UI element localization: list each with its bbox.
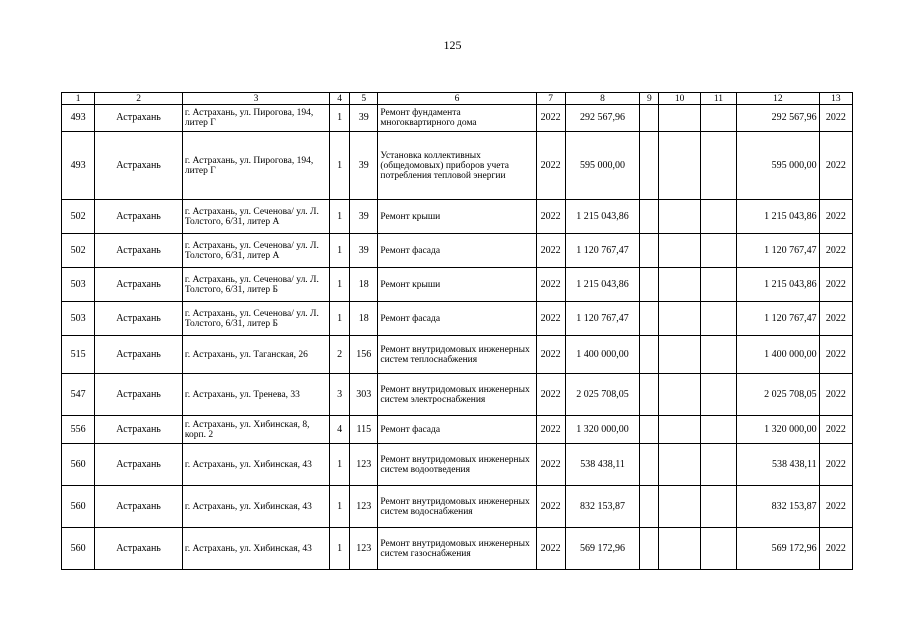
cell-addr: г. Астрахань, ул. Тренева, 33 bbox=[182, 374, 329, 416]
cell-work: Ремонт фасада bbox=[378, 416, 536, 444]
cell-n: 556 bbox=[62, 416, 95, 444]
page-number: 125 bbox=[443, 38, 462, 52]
cell-n: 547 bbox=[62, 374, 95, 416]
cell-total: 1 400 000,00 bbox=[737, 336, 820, 374]
cell-total: 1 120 767,47 bbox=[737, 234, 820, 268]
cell-c4: 1 bbox=[330, 444, 350, 486]
cell-n: 493 bbox=[62, 132, 95, 200]
cell-sum: 569 172,96 bbox=[565, 528, 640, 570]
cell-n: 560 bbox=[62, 528, 95, 570]
cell-year: 2022 bbox=[536, 268, 565, 302]
cell-total: 595 000,00 bbox=[737, 132, 820, 200]
cell-c10 bbox=[659, 200, 700, 234]
cell-c9 bbox=[640, 444, 659, 486]
cell-total: 569 172,96 bbox=[737, 528, 820, 570]
cell-work: Ремонт внутридомовых инженерных систем газоснабжения bbox=[378, 528, 536, 570]
cell-sum: 595 000,00 bbox=[565, 132, 640, 200]
cell-year: 2022 bbox=[536, 132, 565, 200]
column-header: 13 bbox=[819, 93, 852, 105]
cell-c9 bbox=[640, 374, 659, 416]
table-row bbox=[62, 105, 853, 132]
cell-c11 bbox=[700, 132, 736, 200]
table-row bbox=[62, 234, 853, 268]
cell-c5: 156 bbox=[350, 336, 378, 374]
cell-sum: 1 320 000,00 bbox=[565, 416, 640, 444]
cell-c11 bbox=[700, 105, 736, 132]
cell-c4: 1 bbox=[330, 234, 350, 268]
cell-c9 bbox=[640, 416, 659, 444]
column-header: 10 bbox=[659, 93, 700, 105]
cell-work: Ремонт внутридомовых инженерных систем водоснабжения bbox=[378, 486, 536, 528]
cell-n: 503 bbox=[62, 302, 95, 336]
column-header: 7 bbox=[536, 93, 565, 105]
cell-year: 2022 bbox=[536, 486, 565, 528]
cell-year2: 2022 bbox=[819, 132, 852, 200]
cell-c4: 1 bbox=[330, 302, 350, 336]
cell-addr: г. Астрахань, ул. Пирогова, 194, литер Г bbox=[182, 132, 329, 200]
table-row bbox=[62, 336, 853, 374]
cell-c11 bbox=[700, 234, 736, 268]
cell-total: 1 320 000,00 bbox=[737, 416, 820, 444]
cell-c5: 303 bbox=[350, 374, 378, 416]
cell-year2: 2022 bbox=[819, 374, 852, 416]
cell-year: 2022 bbox=[536, 302, 565, 336]
cell-n: 560 bbox=[62, 486, 95, 528]
cell-work: Ремонт крыши bbox=[378, 268, 536, 302]
cell-sum: 538 438,11 bbox=[565, 444, 640, 486]
column-header: 12 bbox=[737, 93, 820, 105]
cell-c11 bbox=[700, 336, 736, 374]
works-table bbox=[61, 92, 853, 570]
cell-city: Астрахань bbox=[95, 302, 183, 336]
cell-work: Ремонт фасада bbox=[378, 234, 536, 268]
cell-c10 bbox=[659, 132, 700, 200]
cell-total: 292 567,96 bbox=[737, 105, 820, 132]
cell-c10 bbox=[659, 302, 700, 336]
table-row bbox=[62, 268, 853, 302]
cell-c9 bbox=[640, 302, 659, 336]
cell-c4: 1 bbox=[330, 132, 350, 200]
cell-c11 bbox=[700, 268, 736, 302]
cell-year2: 2022 bbox=[819, 105, 852, 132]
cell-c11 bbox=[700, 302, 736, 336]
column-header: 3 bbox=[182, 93, 329, 105]
cell-work: Ремонт фасада bbox=[378, 302, 536, 336]
cell-year: 2022 bbox=[536, 105, 565, 132]
cell-work: Ремонт крыши bbox=[378, 200, 536, 234]
cell-c4: 2 bbox=[330, 336, 350, 374]
cell-n: 502 bbox=[62, 234, 95, 268]
cell-c11 bbox=[700, 200, 736, 234]
cell-year2: 2022 bbox=[819, 444, 852, 486]
cell-c11 bbox=[700, 444, 736, 486]
cell-year2: 2022 bbox=[819, 528, 852, 570]
cell-c5: 123 bbox=[350, 444, 378, 486]
column-header: 2 bbox=[95, 93, 183, 105]
cell-city: Астрахань bbox=[95, 105, 183, 132]
cell-year: 2022 bbox=[536, 200, 565, 234]
column-header: 5 bbox=[350, 93, 378, 105]
cell-work: Ремонт внутридомовых инженерных систем электроснабжения bbox=[378, 374, 536, 416]
cell-n: 503 bbox=[62, 268, 95, 302]
cell-n: 502 bbox=[62, 200, 95, 234]
cell-c10 bbox=[659, 268, 700, 302]
cell-addr: г. Астрахань, ул. Хибинская, 8, корп. 2 bbox=[182, 416, 329, 444]
cell-work: Ремонт внутридомовых инженерных систем водоотведения bbox=[378, 444, 536, 486]
cell-c5: 39 bbox=[350, 132, 378, 200]
cell-addr: г. Астрахань, ул. Сеченова/ ул. Л. Толстого, 6/31, литер Б bbox=[182, 268, 329, 302]
cell-work: Ремонт фундамента многоквартирного дома bbox=[378, 105, 536, 132]
table-row bbox=[62, 374, 853, 416]
cell-c5: 123 bbox=[350, 528, 378, 570]
cell-year: 2022 bbox=[536, 444, 565, 486]
cell-addr: г. Астрахань, ул. Пирогова, 194, литер Г bbox=[182, 105, 329, 132]
cell-n: 560 bbox=[62, 444, 95, 486]
cell-year2: 2022 bbox=[819, 416, 852, 444]
cell-c10 bbox=[659, 105, 700, 132]
cell-work: Ремонт внутридомовых инженерных систем теплоснабжения bbox=[378, 336, 536, 374]
cell-city: Астрахань bbox=[95, 486, 183, 528]
cell-addr: г. Астрахань, ул. Таганская, 26 bbox=[182, 336, 329, 374]
column-header: 8 bbox=[565, 93, 640, 105]
cell-city: Астрахань bbox=[95, 444, 183, 486]
cell-addr: г. Астрахань, ул. Хибинская, 43 bbox=[182, 444, 329, 486]
cell-addr: г. Астрахань, ул. Сеченова/ ул. Л. Толстого, 6/31, литер А bbox=[182, 234, 329, 268]
cell-c4: 1 bbox=[330, 268, 350, 302]
column-header: 4 bbox=[330, 93, 350, 105]
cell-c5: 18 bbox=[350, 302, 378, 336]
cell-city: Астрахань bbox=[95, 336, 183, 374]
cell-addr: г. Астрахань, ул. Сеченова/ ул. Л. Толстого, 6/31, литер Б bbox=[182, 302, 329, 336]
cell-city: Астрахань bbox=[95, 416, 183, 444]
cell-n: 515 bbox=[62, 336, 95, 374]
cell-city: Астрахань bbox=[95, 268, 183, 302]
cell-c11 bbox=[700, 374, 736, 416]
cell-c4: 1 bbox=[330, 486, 350, 528]
cell-c9 bbox=[640, 528, 659, 570]
cell-c5: 123 bbox=[350, 486, 378, 528]
column-header: 11 bbox=[700, 93, 736, 105]
cell-c9 bbox=[640, 200, 659, 234]
cell-year: 2022 bbox=[536, 374, 565, 416]
cell-sum: 1 120 767,47 bbox=[565, 234, 640, 268]
cell-c10 bbox=[659, 486, 700, 528]
cell-total: 1 215 043,86 bbox=[737, 200, 820, 234]
column-header: 6 bbox=[378, 93, 536, 105]
cell-year: 2022 bbox=[536, 336, 565, 374]
cell-c4: 1 bbox=[330, 528, 350, 570]
cell-c4: 4 bbox=[330, 416, 350, 444]
cell-year2: 2022 bbox=[819, 200, 852, 234]
cell-c9 bbox=[640, 234, 659, 268]
cell-city: Астрахань bbox=[95, 234, 183, 268]
cell-sum: 1 215 043,86 bbox=[565, 268, 640, 302]
cell-work: Установка коллективных (общедомовых) приборов учета потребления тепловой энергии bbox=[378, 132, 536, 200]
cell-c10 bbox=[659, 336, 700, 374]
cell-c9 bbox=[640, 105, 659, 132]
cell-n: 493 bbox=[62, 105, 95, 132]
cell-c9 bbox=[640, 336, 659, 374]
column-header: 1 bbox=[62, 93, 95, 105]
table-row bbox=[62, 200, 853, 234]
cell-sum: 832 153,87 bbox=[565, 486, 640, 528]
table-row bbox=[62, 132, 853, 200]
cell-total: 1 215 043,86 bbox=[737, 268, 820, 302]
cell-c11 bbox=[700, 528, 736, 570]
cell-year: 2022 bbox=[536, 234, 565, 268]
cell-year2: 2022 bbox=[819, 486, 852, 528]
cell-c5: 39 bbox=[350, 105, 378, 132]
cell-total: 538 438,11 bbox=[737, 444, 820, 486]
cell-city: Астрахань bbox=[95, 200, 183, 234]
cell-sum: 1 215 043,86 bbox=[565, 200, 640, 234]
cell-c11 bbox=[700, 416, 736, 444]
cell-sum: 2 025 708,05 bbox=[565, 374, 640, 416]
cell-addr: г. Астрахань, ул. Сеченова/ ул. Л. Толстого, 6/31, литер А bbox=[182, 200, 329, 234]
cell-city: Астрахань bbox=[95, 528, 183, 570]
cell-c9 bbox=[640, 268, 659, 302]
table-row bbox=[62, 486, 853, 528]
cell-year: 2022 bbox=[536, 416, 565, 444]
cell-year2: 2022 bbox=[819, 234, 852, 268]
cell-c9 bbox=[640, 132, 659, 200]
table-row bbox=[62, 416, 853, 444]
cell-sum: 292 567,96 bbox=[565, 105, 640, 132]
cell-c11 bbox=[700, 486, 736, 528]
cell-year2: 2022 bbox=[819, 336, 852, 374]
cell-c10 bbox=[659, 374, 700, 416]
cell-c10 bbox=[659, 234, 700, 268]
cell-c10 bbox=[659, 528, 700, 570]
table-row bbox=[62, 302, 853, 336]
cell-c5: 39 bbox=[350, 200, 378, 234]
header-row bbox=[62, 93, 853, 105]
cell-sum: 1 400 000,00 bbox=[565, 336, 640, 374]
cell-c5: 115 bbox=[350, 416, 378, 444]
table-row bbox=[62, 444, 853, 486]
cell-c10 bbox=[659, 444, 700, 486]
cell-c10 bbox=[659, 416, 700, 444]
cell-c5: 39 bbox=[350, 234, 378, 268]
cell-total: 2 025 708,05 bbox=[737, 374, 820, 416]
cell-c5: 18 bbox=[350, 268, 378, 302]
cell-addr: г. Астрахань, ул. Хибинская, 43 bbox=[182, 528, 329, 570]
cell-sum: 1 120 767,47 bbox=[565, 302, 640, 336]
cell-total: 832 153,87 bbox=[737, 486, 820, 528]
cell-city: Астрахань bbox=[95, 132, 183, 200]
cell-c4: 1 bbox=[330, 200, 350, 234]
cell-c4: 1 bbox=[330, 105, 350, 132]
table-row bbox=[62, 528, 853, 570]
cell-c9 bbox=[640, 486, 659, 528]
column-header: 9 bbox=[640, 93, 659, 105]
cell-total: 1 120 767,47 bbox=[737, 302, 820, 336]
cell-year2: 2022 bbox=[819, 268, 852, 302]
cell-city: Астрахань bbox=[95, 374, 183, 416]
cell-addr: г. Астрахань, ул. Хибинская, 43 bbox=[182, 486, 329, 528]
cell-year: 2022 bbox=[536, 528, 565, 570]
cell-c4: 3 bbox=[330, 374, 350, 416]
cell-year2: 2022 bbox=[819, 302, 852, 336]
